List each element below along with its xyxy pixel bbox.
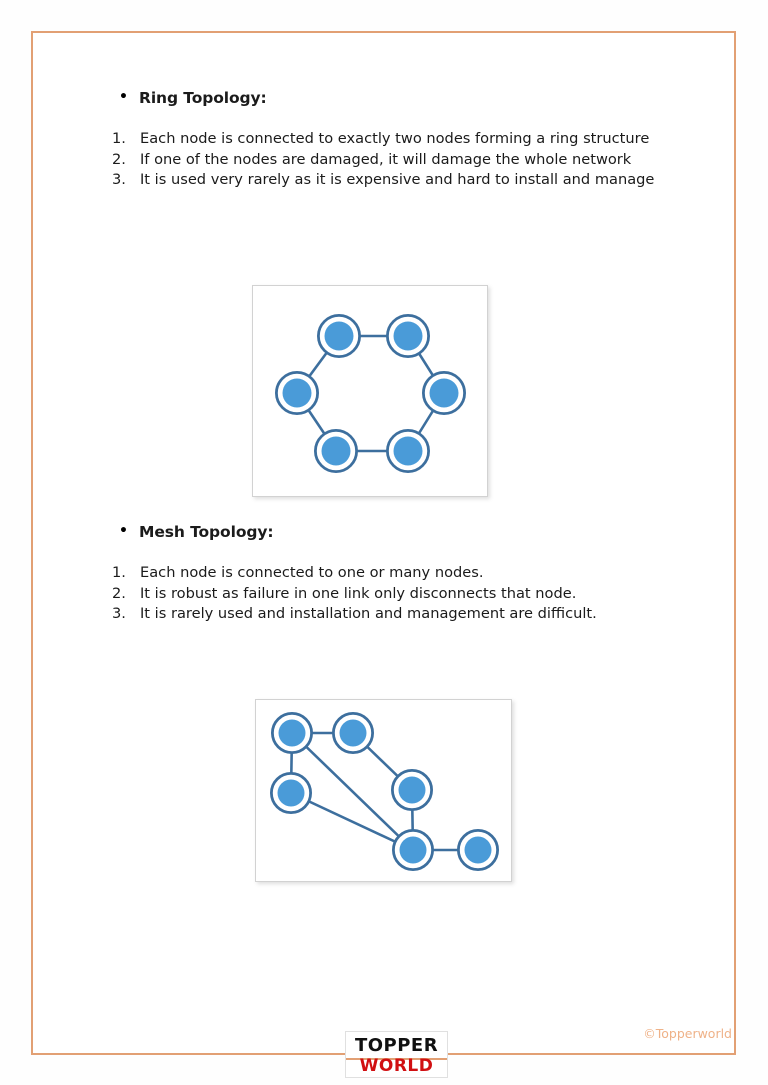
ring-node-core — [430, 379, 459, 408]
list-item-number: 2. — [112, 584, 126, 602]
mesh-node-core — [465, 837, 492, 864]
list-item — [112, 150, 674, 171]
logo-text-world: WORLD — [359, 1056, 434, 1076]
list-item-text: It is rarely used and installation and management are difficult. — [140, 605, 597, 623]
mesh-topology-diagram — [255, 699, 512, 882]
ring-node — [276, 372, 317, 413]
list-item-number: 2. — [112, 150, 126, 168]
list-item-number: 1. — [112, 130, 126, 147]
ring-node-core — [394, 437, 423, 466]
heading-mesh-topology — [119, 523, 719, 541]
list-item — [112, 604, 674, 625]
mesh-topology-svg — [256, 700, 511, 881]
list-item-text: If one of the nodes are damaged, it will damage the whole network — [140, 150, 632, 168]
list-item — [112, 170, 674, 191]
copyright-notice: ©Topperworld — [643, 1026, 732, 1041]
mesh-node — [272, 713, 311, 752]
ring-edges-group — [297, 336, 444, 451]
list-item-number: 3. — [112, 605, 126, 623]
ring-node — [423, 372, 464, 413]
ring-node — [318, 315, 359, 356]
ring-node — [315, 430, 356, 471]
mesh-node-core — [279, 720, 306, 747]
bullet-icon: • — [119, 89, 128, 105]
mesh-node — [333, 713, 372, 752]
heading-ring-topology — [119, 89, 719, 107]
heading-ring-topology-label: Ring Topology: — [139, 89, 267, 107]
heading-mesh-topology-label: Mesh Topology: — [139, 523, 274, 541]
ring-node — [387, 315, 428, 356]
mesh-nodes-group — [271, 713, 497, 869]
list-item-text: Each node is connected to exactly two nodes forming a ring structure — [140, 130, 650, 147]
list-item-text: It is robust as failure in one link only disconnects that node. — [140, 584, 577, 602]
mesh-edges-group — [291, 733, 478, 850]
ring-node-core — [325, 322, 354, 351]
logo-text-topper: TOPPER — [354, 1035, 439, 1056]
list-item-number: 1. — [112, 564, 126, 581]
mesh-node — [458, 830, 497, 869]
page-border-frame — [31, 31, 736, 1055]
mesh-node-core — [278, 780, 305, 807]
ring-node-core — [322, 437, 351, 466]
ring-node-core — [283, 379, 312, 408]
mesh-node-core — [400, 837, 427, 864]
mesh-node-core — [399, 777, 426, 804]
mesh-node-core — [340, 720, 367, 747]
list-item — [112, 129, 674, 150]
ring-topology-diagram — [252, 285, 488, 497]
ring-node-core — [394, 322, 423, 351]
mesh-node — [392, 770, 431, 809]
bullet-icon: • — [119, 523, 128, 539]
list-ring-topology — [112, 129, 674, 191]
list-item-text: Each node is connected to one or many nodes. — [140, 564, 484, 581]
topperworld-logo — [345, 1031, 448, 1078]
list-item-number: 3. — [112, 171, 126, 189]
mesh-node — [271, 773, 310, 812]
ring-node — [387, 430, 428, 471]
ring-nodes-group — [276, 315, 464, 471]
list-mesh-topology — [112, 563, 674, 625]
ring-topology-svg — [253, 286, 487, 496]
list-item-text: It is used very rarely as it is expensive and hard to install and manage — [140, 171, 655, 189]
list-item — [112, 563, 674, 584]
list-item — [112, 584, 674, 605]
mesh-node — [393, 830, 432, 869]
